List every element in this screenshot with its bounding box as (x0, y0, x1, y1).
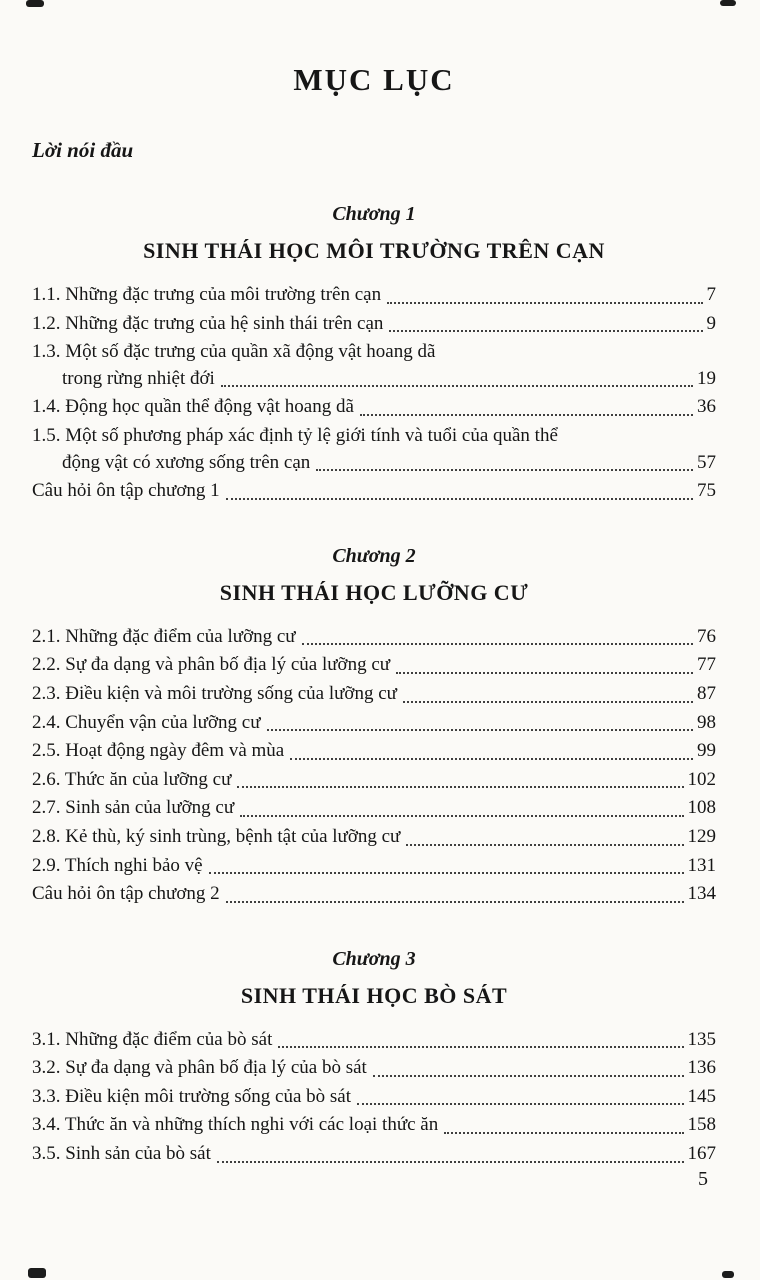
chapter-label: Chương 1 (332, 203, 416, 225)
toc-chapters (32, 203, 716, 1168)
entry-last-line (32, 1055, 716, 1082)
entry-last-line (32, 478, 716, 505)
entry-text: 3.3. Điều kiện môi trường sống của bò sát (32, 1085, 352, 1107)
entry-text: 2.9. Thích nghi bảo vệ (32, 854, 203, 876)
entry-page: 19 (697, 367, 716, 389)
entry-text: 2.8. Kẻ thù, ký sinh trùng, bệnh tật của lưỡng cư (32, 825, 401, 847)
entry-page: 7 (706, 284, 716, 305)
entry-text: 2.6. Thức ăn của lưỡng cư (32, 768, 232, 790)
dot-leader (290, 758, 693, 760)
toc-entry (32, 853, 716, 880)
entry-last-line (32, 1084, 716, 1111)
dot-leader (237, 786, 683, 788)
entry-page: 167 (687, 1143, 716, 1165)
entry-page: 108 (687, 797, 716, 819)
toc-entry (32, 423, 716, 476)
entry-text: 2.3. Điều kiện và môi trường sống của lưỡng cư (32, 682, 397, 704)
entry-last-line (32, 824, 716, 851)
entry-last-line (32, 1027, 716, 1054)
entry-last-line (32, 881, 716, 908)
toc-entry (32, 394, 716, 421)
entry-page: 77 (697, 654, 716, 676)
toc-entry (32, 738, 716, 765)
toc-entry (32, 881, 716, 908)
chapter-entries (32, 282, 716, 505)
chapter-section (32, 203, 716, 505)
toc-entry (32, 1027, 716, 1054)
entry-last-line (32, 311, 716, 338)
entry-text: Câu hỏi ôn tập chương 1 (32, 480, 220, 502)
entry-last-line (32, 767, 716, 794)
toc-entry (32, 1141, 716, 1168)
dot-leader (226, 901, 684, 903)
entry-text: trong rừng nhiệt đới (62, 367, 215, 389)
entry-last-line (32, 738, 716, 765)
entry-last-line (32, 795, 716, 822)
entry-page: 135 (687, 1028, 716, 1050)
preface-heading: Lời nói đầu (32, 138, 134, 162)
dot-leader (316, 469, 693, 471)
dot-leader (357, 1103, 683, 1105)
dot-leader (267, 729, 693, 731)
entry-last-line (32, 366, 716, 393)
entry-text: 3.5. Sinh sản của bò sát (32, 1143, 211, 1165)
entry-text: 2.5. Hoạt động ngày đêm và mùa (32, 740, 285, 762)
chapter-title: SINH THÁI HỌC BÒ SÁT (240, 982, 508, 1008)
toc-entry (32, 478, 716, 505)
toc-entry (32, 767, 716, 794)
entry-page: 57 (697, 451, 716, 473)
entry-first-line: 1.3. Một số đặc trưng của quần xã động vật hoang dã (32, 341, 436, 363)
entry-text: 1.1. Những đặc trưng của môi trường trên cạn (32, 284, 382, 305)
entry-last-line (32, 624, 716, 651)
entry-text: 3.4. Thức ăn và những thích nghi với các loại thức ăn (32, 1114, 439, 1136)
entry-last-line (32, 1141, 716, 1168)
chapter-entries (32, 1027, 716, 1168)
toc-entry (32, 624, 716, 651)
entry-page: 36 (697, 396, 716, 418)
dot-leader (217, 1161, 684, 1163)
chapter-entries (32, 624, 716, 908)
entry-last-line (32, 710, 716, 737)
entry-last-line (32, 450, 716, 477)
dot-leader (278, 1046, 683, 1048)
dot-leader (387, 302, 702, 304)
scan-artifact (722, 1271, 734, 1278)
entry-last-line (32, 853, 716, 880)
entry-last-line (32, 681, 716, 708)
scan-artifact (28, 1268, 46, 1278)
entry-page: 131 (687, 854, 716, 876)
entry-last-line (32, 1112, 716, 1139)
chapter-title: SINH THÁI HỌC LƯỠNG CƯ (219, 579, 529, 605)
dot-leader (226, 498, 693, 500)
dot-leader (396, 672, 693, 674)
dot-leader (240, 815, 683, 817)
toc-entry (32, 652, 716, 679)
toc-entry (32, 710, 716, 737)
dot-leader (302, 643, 693, 645)
entry-text: 2.4. Chuyển vận của lưỡng cư (32, 711, 261, 733)
toc-entry (32, 339, 716, 392)
entry-page: 129 (687, 825, 716, 847)
dot-leader (406, 844, 683, 846)
entry-page: 102 (687, 768, 716, 790)
toc-entry (32, 824, 716, 851)
dot-leader (221, 385, 693, 387)
entry-text: 2.2. Sự đa dạng và phân bố địa lý của lưỡng cư (32, 654, 391, 676)
scan-artifact (26, 0, 44, 7)
dot-leader (360, 414, 693, 416)
entry-page: 136 (687, 1057, 716, 1079)
dot-leader (389, 330, 702, 332)
scan-artifact (720, 0, 736, 6)
entry-page: 99 (697, 740, 716, 762)
toc-entry (32, 681, 716, 708)
entry-last-line (32, 282, 716, 309)
toc-entry (32, 311, 716, 338)
entry-text: 1.4. Động học quần thể động vật hoang dã (32, 396, 354, 418)
toc-entry (32, 1112, 716, 1139)
toc-entry (32, 795, 716, 822)
toc-entry (32, 282, 716, 309)
entry-page: 87 (697, 682, 716, 704)
entry-text: 2.1. Những đặc điểm của lưỡng cư (32, 625, 296, 647)
entry-last-line (32, 652, 716, 679)
entry-page: 158 (687, 1114, 716, 1136)
chapter-label: Chương 2 (332, 544, 416, 567)
entry-page: 145 (687, 1085, 716, 1107)
entry-page: 98 (697, 711, 716, 733)
chapter-label: Chương 3 (332, 947, 416, 970)
chapter-section (32, 948, 716, 1168)
dot-leader (403, 701, 693, 703)
toc-entry (32, 1084, 716, 1111)
dot-leader (373, 1075, 684, 1077)
entry-page: 134 (687, 883, 716, 905)
entry-page: 76 (697, 625, 716, 647)
entry-text: động vật có xương sống trên cạn (62, 451, 311, 473)
entry-first-line: 1.5. Một số phương pháp xác định tỷ lệ giới tính và tuổi của quần thể (32, 424, 558, 446)
dot-leader (209, 872, 684, 874)
chapter-title: SINH THÁI HỌC MÔI TRƯỜNG TRÊN CẠN (143, 238, 605, 263)
page-title: MỤC LỤC (293, 62, 455, 97)
dot-leader (444, 1132, 683, 1134)
toc-entry (32, 1055, 716, 1082)
entry-text: Câu hỏi ôn tập chương 2 (32, 883, 220, 905)
entry-page: 75 (697, 480, 716, 502)
entry-text: 3.1. Những đặc điểm của bò sát (32, 1028, 273, 1050)
entry-page: 9 (706, 312, 716, 334)
page-number: 5 (698, 1168, 708, 1190)
entry-last-line (32, 394, 716, 421)
entry-text: 2.7. Sinh sản của lưỡng cư (32, 797, 235, 819)
chapter-section (32, 545, 716, 908)
entry-text: 1.2. Những đặc trưng của hệ sinh thái trên cạn (32, 312, 384, 334)
entry-text: 3.2. Sự đa dạng và phân bố địa lý của bò sát (32, 1057, 367, 1079)
